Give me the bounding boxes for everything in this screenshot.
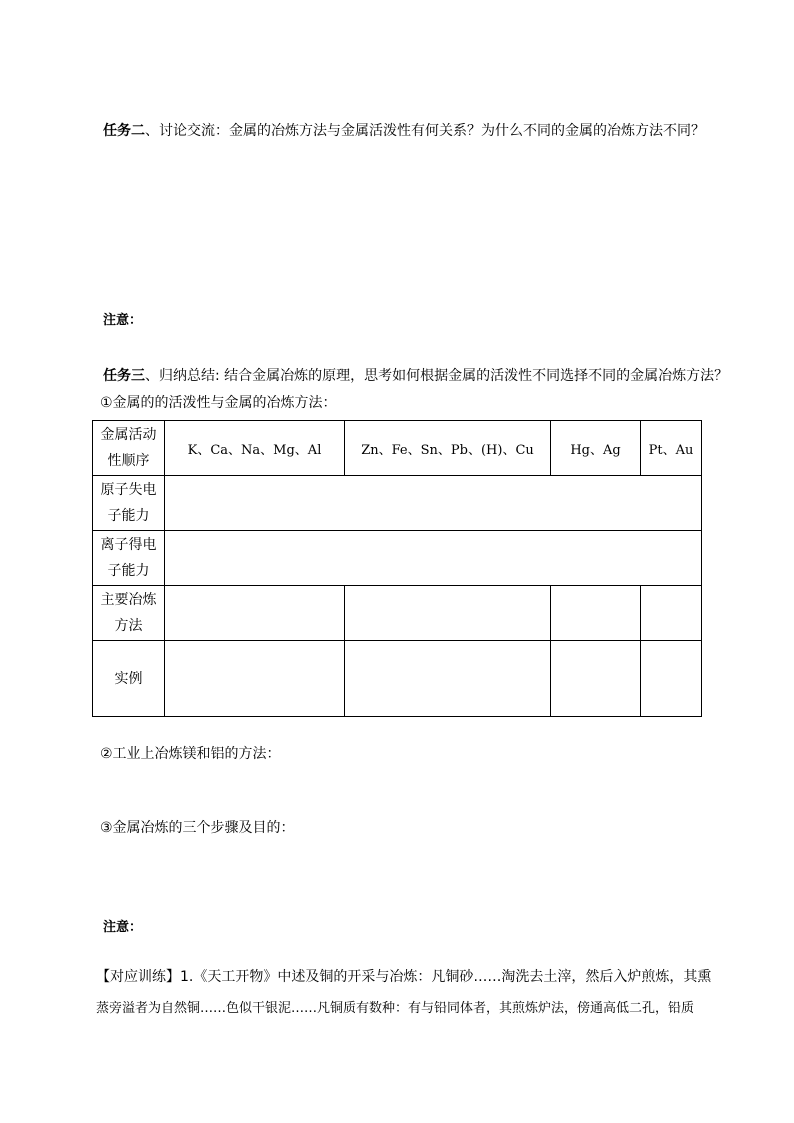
item1-heading: ①金属的的活泼性与金属的冶炼方法： bbox=[100, 395, 337, 411]
empty-cell bbox=[345, 641, 551, 717]
metal-group-4: Pt、Au bbox=[641, 421, 702, 476]
empty-cell bbox=[551, 641, 641, 717]
empty-cell bbox=[165, 641, 345, 717]
task3-text: 、归纳总结: 结合金属冶炼的原理，思考如何根据金属的活泼性不同选择不同的金属冶炼方法？ bbox=[145, 368, 729, 384]
item3-heading: ③金属冶炼的三个步骤及目的： bbox=[100, 820, 295, 836]
table-row-activity-order bbox=[93, 421, 702, 476]
item2-heading: ②工业上冶炼镁和铝的方法： bbox=[100, 746, 281, 762]
empty-cell bbox=[165, 531, 702, 586]
training-line-1: 【对应训练】1.《天工开物》中述及铜的开采与冶炼：凡铜砂……淘洗去土滓，然后入炉煎炼，其熏 bbox=[96, 969, 712, 985]
row-header-main-method: 主要冶炼 方法 bbox=[93, 586, 165, 641]
table-row-lose-electrons bbox=[93, 476, 702, 531]
row-header-gain-electrons: 离子得电 子能力 bbox=[93, 531, 165, 586]
row-header-activity-order: 金属活动 性顺序 bbox=[93, 421, 165, 476]
empty-cell bbox=[641, 641, 702, 717]
empty-cell bbox=[165, 586, 345, 641]
empty-cell bbox=[165, 476, 702, 531]
table-row-gain-electrons bbox=[93, 531, 702, 586]
empty-cell bbox=[641, 586, 702, 641]
metal-group-3: Hg、Ag bbox=[551, 421, 641, 476]
table-row-main-method bbox=[93, 586, 702, 641]
metal-group-2: Zn、Fe、Sn、Pb、(H)、Cu bbox=[345, 421, 551, 476]
empty-cell bbox=[345, 586, 551, 641]
row-header-example: 实例 bbox=[93, 641, 165, 717]
training-paragraph bbox=[96, 962, 712, 1024]
training-line-2: 蒸旁溢者为自然铜……色似干银泥……凡铜质有数种：有与铅同体者，其煎炼炉法，傍通高低二孔，铅质 bbox=[96, 1001, 695, 1016]
note-label-2: 注意： bbox=[103, 920, 143, 935]
task2-text: 、讨论交流：金属的冶炼方法与金属活泼性有何关系？为什么不同的金属的冶炼方法不同？ bbox=[145, 123, 705, 139]
task3-label: 任务三 bbox=[103, 368, 145, 384]
note-label-1: 注意： bbox=[103, 313, 143, 328]
task3-line bbox=[103, 366, 728, 386]
task2-label: 任务二 bbox=[103, 123, 145, 139]
metal-activity-table bbox=[92, 420, 702, 717]
metal-activity-table-wrap bbox=[92, 420, 702, 717]
row-header-lose-electrons: 原子失电 子能力 bbox=[93, 476, 165, 531]
metal-group-1: K、Ca、Na、Mg、Al bbox=[165, 421, 345, 476]
empty-cell bbox=[551, 586, 641, 641]
task2-line bbox=[103, 121, 705, 141]
table-row-example bbox=[93, 641, 702, 717]
